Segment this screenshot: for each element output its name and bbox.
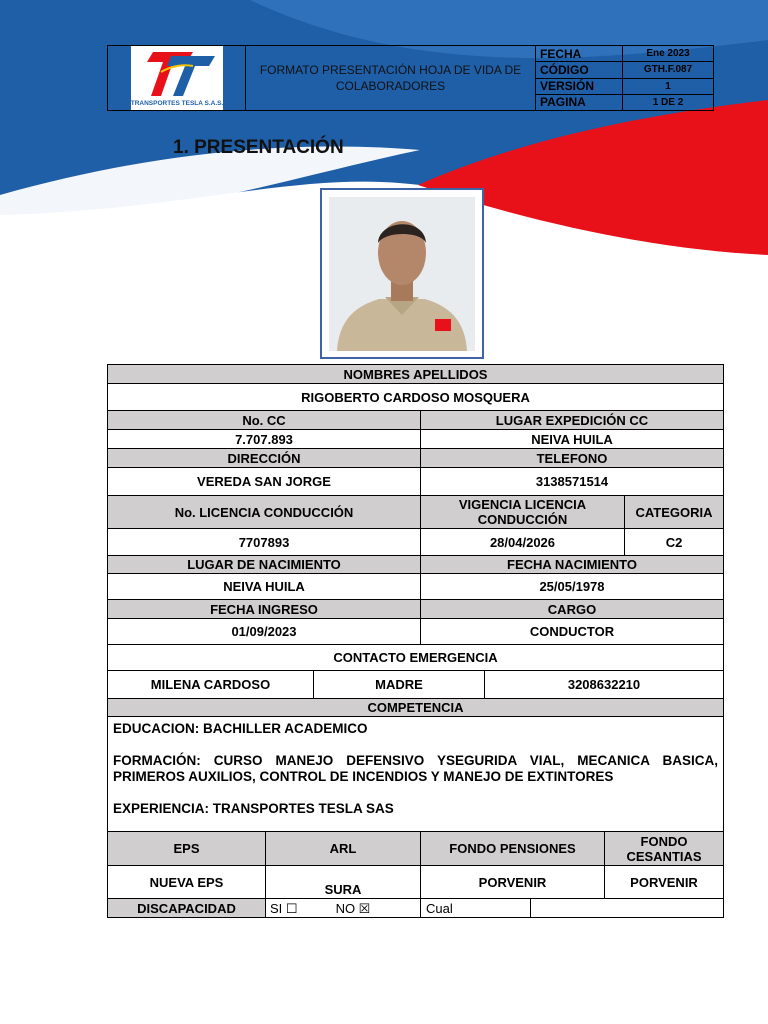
logo-icon bbox=[131, 46, 223, 110]
experiencia-text: EXPERIENCIA: TRANSPORTES TESLA SAS bbox=[113, 801, 394, 816]
fecha-nacimiento-value: 25/05/1978 bbox=[539, 579, 605, 594]
educacion-text: EDUCACION: BACHILLER ACADEMICO bbox=[113, 721, 368, 736]
competencia-detail bbox=[108, 717, 723, 831]
contacto-parentesco: MADRE bbox=[314, 671, 485, 698]
competencia-label: COMPETENCIA bbox=[108, 699, 723, 716]
arl-value: SURA bbox=[266, 866, 421, 898]
employee-data-table bbox=[107, 364, 724, 918]
cargo-value: CONDUCTOR bbox=[529, 624, 615, 639]
document-title: FORMATO PRESENTACIÓN HOJA DE VIDA DE COLABORADORES bbox=[246, 46, 536, 110]
formacion-text: FORMACIÓN: CURSO MANEJO DEFENSIVO YSEGURIDA VIAL, MECANICA BASICA, PRIMEROS AUXILIOS, CONTROL DE INCENDIOS Y MANEJO DE EXTINTORES bbox=[113, 753, 718, 784]
fecha-nacimiento-label: FECHA NACIMIENTO bbox=[421, 556, 723, 573]
cual-label: Cual bbox=[421, 899, 531, 917]
discapacidad-options bbox=[266, 899, 421, 917]
categoria-value: C2 bbox=[665, 534, 683, 550]
meta-value-pagina: 1 DE 2 bbox=[652, 96, 684, 108]
svg-text:TRANSPORTES TESLA S.A.S.: TRANSPORTES TESLA S.A.S. bbox=[130, 100, 223, 107]
eps-value: NUEVA EPS bbox=[108, 866, 266, 898]
expedicion-value: NEIVA HUILA bbox=[531, 431, 613, 447]
lugar-nacimiento-label: LUGAR DE NACIMIENTO bbox=[108, 556, 421, 573]
cesantias-value: PORVENIR bbox=[630, 874, 698, 890]
cesantias-label: FONDO CESANTIAS bbox=[605, 832, 723, 865]
person-photo-icon bbox=[329, 197, 475, 351]
cual-value bbox=[531, 899, 723, 917]
cc-label: No. CC bbox=[108, 411, 421, 429]
licencia-value: 7707893 bbox=[108, 529, 421, 555]
discapacidad-si-checkbox[interactable]: SI ☐ bbox=[270, 900, 298, 916]
arl-label: ARL bbox=[266, 832, 421, 865]
pensiones-label: FONDO PENSIONES bbox=[421, 832, 605, 865]
document-meta bbox=[536, 46, 713, 110]
cc-value: 7.707.893 bbox=[108, 430, 421, 448]
employee-photo bbox=[320, 188, 484, 359]
direccion-label: DIRECCIÓN bbox=[108, 449, 421, 467]
meta-value-version: 1 bbox=[665, 80, 671, 92]
expedicion-label: LUGAR EXPEDICIÓN CC bbox=[421, 411, 723, 429]
document-header bbox=[107, 45, 714, 111]
fecha-ingreso-value: 01/09/2023 bbox=[108, 619, 421, 644]
vigencia-label: VIGENCIA LICENCIA CONDUCCIÓN bbox=[421, 496, 625, 528]
licencia-label: No. LICENCIA CONDUCCIÓN bbox=[108, 496, 421, 528]
nombres-value: RIGOBERTO CARDOSO MOSQUERA bbox=[301, 389, 530, 405]
direccion-value: VEREDA SAN JORGE bbox=[108, 468, 421, 495]
contacto-nombre: MILENA CARDOSO bbox=[108, 671, 314, 698]
meta-value-fecha: Ene 2023 bbox=[646, 48, 690, 60]
nombres-label: NOMBRES APELLIDOS bbox=[108, 365, 723, 383]
meta-label-pagina: PAGINA bbox=[536, 95, 623, 110]
lugar-nacimiento-value: NEIVA HUILA bbox=[108, 574, 421, 599]
cargo-label: CARGO bbox=[421, 600, 723, 618]
pensiones-value: PORVENIR bbox=[421, 866, 605, 898]
company-logo bbox=[108, 46, 246, 110]
eps-label: EPS bbox=[108, 832, 266, 865]
section-title: 1. PRESENTACIÓN bbox=[173, 137, 344, 158]
contacto-telefono: 3208632210 bbox=[567, 677, 641, 692]
meta-label-codigo: CÓDIGO bbox=[536, 62, 623, 77]
vigencia-value: 28/04/2026 bbox=[421, 529, 625, 555]
discapacidad-label: DISCAPACIDAD bbox=[108, 899, 266, 917]
discapacidad-no-checkbox[interactable]: NO ☒ bbox=[335, 900, 371, 916]
categoria-label: CATEGORIA bbox=[625, 496, 723, 528]
fecha-ingreso-label: FECHA INGRESO bbox=[108, 600, 421, 618]
meta-label-version: VERSIÓN bbox=[536, 79, 623, 94]
contacto-emergencia-label: CONTACTO EMERGENCIA bbox=[333, 650, 498, 665]
telefono-value: 3138571514 bbox=[535, 474, 609, 489]
meta-label-fecha: FECHA bbox=[536, 46, 623, 61]
meta-value-codigo: GTH.F.087 bbox=[643, 64, 693, 76]
telefono-label: TELEFONO bbox=[421, 449, 723, 467]
